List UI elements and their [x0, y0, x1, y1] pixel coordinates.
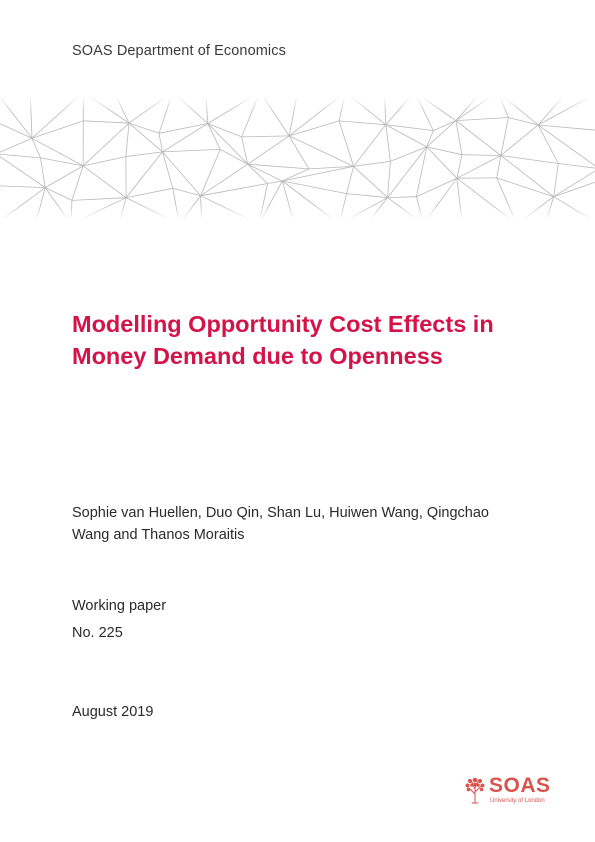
- decorative-polygon-banner: [0, 96, 595, 220]
- soas-logo: [464, 774, 560, 808]
- author-list-line-1: Sophie van Huellen, Duo Qin, Shan Lu, Huiwen Wang, Qingchao: [72, 505, 489, 521]
- author-list: [72, 502, 532, 546]
- publication-date: August 2019: [72, 704, 154, 720]
- department-name: SOAS Department of Economics: [72, 43, 286, 59]
- author-list-line-2: Wang and Thanos Moraitis: [72, 527, 245, 543]
- series-label: Working paper: [72, 598, 167, 614]
- tree-icon: [464, 776, 486, 804]
- logo-wordmark: SOAS: [489, 774, 551, 797]
- polygon-mesh-graphic: [0, 96, 595, 220]
- paper-title-line-2: Money Demand due to Openness: [72, 343, 443, 369]
- logo-subtitle: University of London: [490, 798, 545, 804]
- banner-fade-overlay: [0, 96, 595, 220]
- paper-title: [72, 308, 542, 372]
- series-number: No. 225: [72, 625, 123, 641]
- paper-title-line-1: Modelling Opportunity Cost Effects in: [72, 311, 494, 337]
